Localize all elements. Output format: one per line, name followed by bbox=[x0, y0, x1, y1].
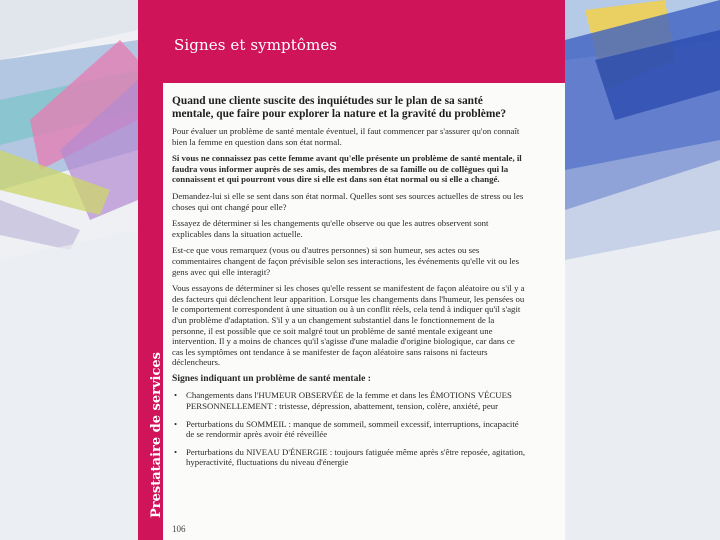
bullet-icon: • bbox=[174, 446, 178, 457]
page-header-band bbox=[138, 0, 565, 83]
paragraph-1: Pour évaluer un problème de santé mentale éventuel, il faut commencer par s'assurer qu'on connaît bien la femme en question dans son état normal. bbox=[172, 126, 520, 147]
page-number: 106 bbox=[172, 524, 186, 534]
watercolor-strokes-right bbox=[565, 0, 720, 540]
list-item bbox=[174, 390, 526, 412]
list-item bbox=[174, 418, 526, 440]
side-section-label: Prestataire de services bbox=[149, 352, 164, 518]
document-page bbox=[138, 0, 565, 540]
paragraph-5: Est-ce que vous remarquez (vous ou d'autres personnes) si son humeur, ses actes ou ses commentaires changent de façon prévisible selon ses interactions, les événements qu'elle vit ou les gens avec qui elle interagit? bbox=[172, 245, 519, 277]
sign-label: Changements dans l'HUMEUR OBSERVÉE de la femme et dans les ÉMOTIONS VÉCUES PERSONNELLEMENT bbox=[186, 390, 512, 412]
decorative-background-right bbox=[565, 0, 720, 540]
decorative-background-left bbox=[0, 0, 138, 540]
bullet-icon: • bbox=[174, 390, 178, 401]
sign-label: Perturbations du SOMMEIL bbox=[186, 418, 287, 429]
watercolor-strokes-left bbox=[0, 0, 138, 540]
bullet-icon: • bbox=[174, 418, 178, 429]
paragraph-4: Essayez de déterminer si les changements qu'elle observe ou que les autres observent sont explicables dans la situation actuelle. bbox=[172, 218, 489, 239]
paragraph-6: Vous essayons de déterminer si les choses qu'elle ressent se manifestent de façon aléatoire ou s'il y a des facteurs qui déclenchent leur apparition. Lorsque les changements dans l'humeur, les pensées ou le comportement correspondent à une situation ou à un conflit réels, cela tend à indiquer qu'il s'agit d'un problème d'adaptation. S'il y a un changement substantiel dans le fonctionnement de la personne, il est possible que ce soit malgré tout un problème de santé mentale exigeant une intervention. Il y a moins de chances qu'il s'agisse d'une maladie d'origine biologique, car dans ce cas les symptômes ont tendance à se manifester de façon aléatoire sans raisons ni facteurs déclencheurs. bbox=[172, 283, 525, 368]
article-content bbox=[172, 95, 526, 475]
page-title: Signes et symptômes bbox=[174, 36, 338, 54]
paragraph-2: Si vous ne connaissez pas cette femme avant qu'elle présente un problème de santé mentale, il faudra vous informer auprès de ses amis, des membres de sa famille ou de collègues qui la connaissent et qui pourront vous dire si elle est dans son état normal ou si elle a changé. bbox=[172, 153, 522, 185]
signs-subheading: Signes indiquant un problème de santé mentale : bbox=[172, 372, 371, 384]
list-item bbox=[174, 446, 526, 468]
paragraph-3: Demandez-lui si elle se sent dans son état normal. Quelles sont ses sources actuelles de stress ou les choses qui ont changé pour elle? bbox=[172, 190, 524, 212]
signs-list bbox=[172, 390, 526, 468]
article-heading: Quand une cliente suscite des inquiétudes sur le plan de sa santé mentale, que faire pour explorer la nature et la gravité du problème? bbox=[172, 95, 507, 120]
sign-detail: : manque de sommeil, sommeil excessif, interruptions, incapacité de se rendormir après avoir été réveillée bbox=[186, 418, 519, 440]
sign-detail: : tristesse, dépression, abattement, tension, colère, anxiété, peur bbox=[272, 401, 499, 412]
sign-label: Perturbations du NIVEAU D'ÉNERGIE bbox=[186, 446, 328, 457]
sign-detail: : toujours fatiguée même après s'être reposée, agitation, hyperactivité, fluctuations du niveau d'énergie bbox=[186, 446, 526, 468]
